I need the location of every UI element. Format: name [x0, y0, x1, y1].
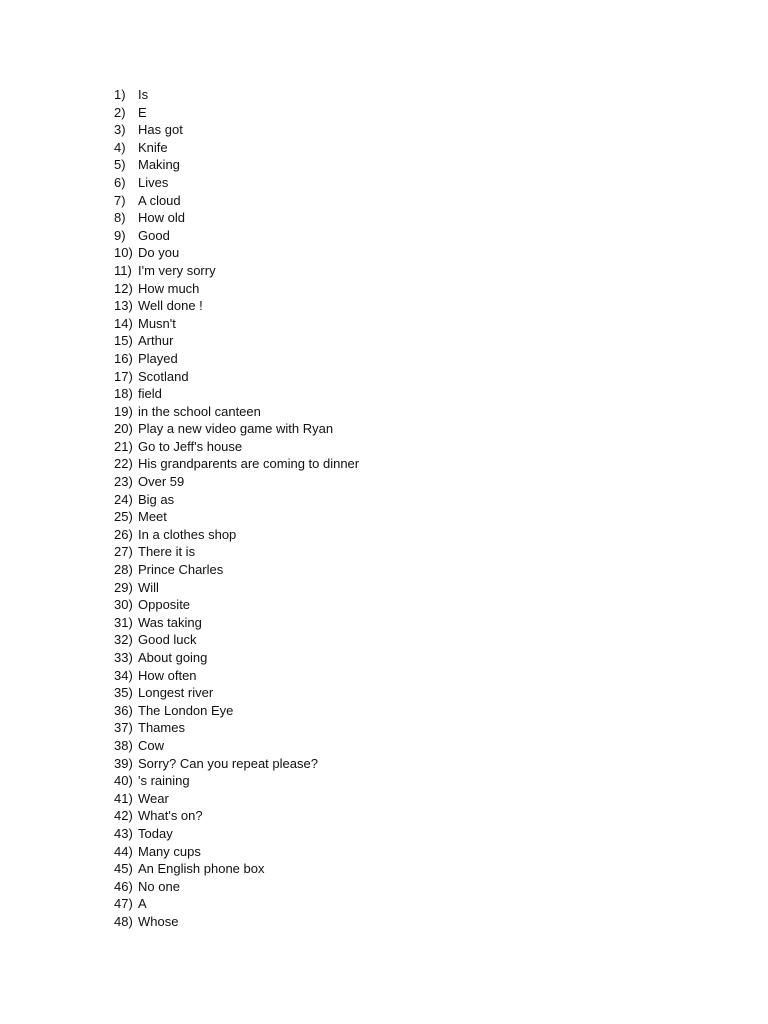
item-number: 2)	[114, 104, 126, 120]
item-number: 14)	[114, 315, 133, 331]
list-item	[114, 262, 359, 280]
item-answer: Opposite	[138, 597, 191, 613]
list-item	[114, 719, 359, 737]
item-answer: In a clothes shop	[138, 526, 237, 542]
list-item	[114, 614, 359, 632]
list-item	[114, 702, 359, 720]
item-answer: How much	[138, 280, 200, 296]
list-item	[114, 86, 359, 104]
item-answer: Was taking	[138, 614, 202, 630]
list-item	[114, 579, 359, 597]
list-item	[114, 315, 359, 333]
item-number: 28)	[114, 562, 133, 578]
item-number: 22)	[114, 456, 133, 472]
item-number: 23)	[114, 474, 133, 490]
item-answer: A cloud	[138, 192, 181, 208]
item-answer: Wear	[138, 790, 169, 806]
list-item	[114, 913, 359, 931]
item-answer: E	[138, 104, 147, 120]
item-answer: There it is	[138, 544, 196, 560]
item-answer: Big as	[138, 491, 175, 507]
item-answer: Lives	[138, 174, 169, 190]
list-item	[114, 438, 359, 456]
item-answer: What's on?	[138, 808, 203, 824]
item-number: 11)	[114, 262, 132, 278]
list-item	[114, 631, 359, 649]
item-answer: Go to Jeff's house	[138, 438, 243, 454]
item-number: 4)	[114, 139, 126, 155]
item-number: 7)	[114, 192, 126, 208]
list-item	[114, 755, 359, 773]
item-number: 39)	[114, 755, 133, 771]
item-answer: Meet	[138, 509, 167, 525]
list-item	[114, 244, 359, 262]
list-item	[114, 192, 359, 210]
list-item	[114, 684, 359, 702]
item-answer: Musn't	[138, 315, 176, 331]
item-number: 3)	[114, 122, 126, 138]
item-answer: His grandparents are coming to dinner	[138, 456, 360, 472]
item-number: 9)	[114, 227, 126, 243]
list-item	[114, 455, 359, 473]
list-item	[114, 825, 359, 843]
item-number: 21)	[114, 438, 133, 454]
list-item	[114, 843, 359, 861]
item-number: 10)	[114, 245, 133, 261]
list-item	[114, 543, 359, 561]
item-answer: About going	[138, 650, 208, 665]
item-answer: Played	[138, 350, 178, 366]
list-item	[114, 737, 359, 755]
list-item	[114, 104, 359, 122]
item-number: 48)	[114, 913, 133, 929]
item-answer: An English phone box	[138, 861, 265, 877]
item-number: 31)	[114, 614, 133, 630]
list-item	[114, 772, 359, 790]
answer-list	[114, 86, 359, 931]
item-number: 47)	[114, 896, 133, 912]
list-item	[114, 807, 359, 825]
item-answer: Scotland	[138, 368, 189, 384]
item-number: 36)	[114, 702, 133, 718]
item-number: 33)	[114, 650, 133, 665]
list-item	[114, 385, 359, 403]
item-answer: Arthur	[138, 333, 174, 349]
list-item	[114, 790, 359, 808]
item-number: 20)	[114, 421, 133, 437]
item-answer: Sorry? Can you repeat please?	[138, 755, 318, 771]
item-number: 37)	[114, 720, 133, 736]
item-answer: Knife	[138, 139, 168, 155]
item-number: 16)	[114, 350, 133, 366]
item-number: 5)	[114, 157, 126, 173]
item-number: 40)	[114, 773, 133, 789]
item-answer: Making	[138, 157, 180, 173]
item-answer: Over 59	[138, 474, 185, 490]
list-item	[114, 596, 359, 614]
item-answer: Has got	[138, 122, 183, 138]
item-number: 46)	[114, 878, 133, 894]
list-item	[114, 121, 359, 139]
item-number: 26)	[114, 526, 133, 542]
item-answer: Well done !	[138, 298, 203, 314]
item-answer: How often	[138, 667, 197, 683]
list-item	[114, 139, 359, 157]
item-number: 32)	[114, 632, 133, 648]
list-item	[114, 350, 359, 368]
item-number: 13)	[114, 298, 133, 314]
item-number: 45)	[114, 861, 133, 877]
list-item	[114, 227, 359, 245]
item-number: 29)	[114, 579, 133, 595]
list-item	[114, 209, 359, 227]
item-answer: in the school canteen	[138, 403, 261, 419]
list-item	[114, 156, 359, 174]
item-answer: Prince Charles	[138, 562, 224, 578]
item-number: 30)	[114, 597, 133, 613]
item-number: 6)	[114, 174, 126, 190]
item-answer: Is	[138, 87, 149, 102]
item-answer: Many cups	[138, 843, 201, 859]
item-number: 24)	[114, 491, 133, 507]
item-answer: Whose	[138, 913, 179, 929]
list-item	[114, 860, 359, 878]
item-number: 44)	[114, 843, 133, 859]
item-answer: Do you	[138, 245, 180, 261]
item-number: 19)	[114, 403, 133, 419]
item-answer: Play a new video game with Ryan	[138, 421, 334, 437]
list-item	[114, 174, 359, 192]
list-item	[114, 280, 359, 298]
item-answer: Today	[138, 825, 173, 841]
item-number: 38)	[114, 737, 133, 753]
item-number: 42)	[114, 808, 133, 824]
item-answer: How old	[138, 210, 185, 226]
item-number: 34)	[114, 667, 133, 683]
item-number: 25)	[114, 509, 133, 525]
item-answer: field	[138, 386, 162, 402]
list-item	[114, 561, 359, 579]
item-number: 27)	[114, 544, 133, 560]
list-item	[114, 526, 359, 544]
item-answer: No one	[138, 878, 180, 894]
item-number: 43)	[114, 825, 133, 841]
list-item	[114, 491, 359, 509]
item-number: 15)	[114, 333, 133, 349]
item-answer: Will	[138, 579, 159, 595]
item-answer: Longest river	[138, 685, 214, 701]
list-item	[114, 297, 359, 315]
item-number: 35)	[114, 685, 133, 701]
item-answer: Thames	[138, 720, 185, 736]
item-answer: Good luck	[138, 632, 197, 648]
item-answer: Cow	[138, 737, 165, 753]
list-item	[114, 403, 359, 421]
list-item	[114, 508, 359, 526]
item-number: 12)	[114, 280, 133, 296]
item-answer: Good	[138, 227, 170, 243]
item-number: 1)	[114, 87, 126, 102]
list-item	[114, 368, 359, 386]
list-item	[114, 473, 359, 491]
item-answer: 's raining	[138, 773, 190, 789]
list-item	[114, 895, 359, 913]
item-answer: I'm very sorry	[138, 262, 216, 278]
list-item	[114, 649, 359, 667]
list-item	[114, 878, 359, 896]
item-number: 8)	[114, 210, 126, 226]
item-number: 17)	[114, 368, 133, 384]
list-item	[114, 667, 359, 685]
item-answer: A	[138, 896, 147, 912]
item-number: 18)	[114, 386, 133, 402]
item-answer: The London Eye	[138, 702, 234, 718]
list-item	[114, 332, 359, 350]
item-number: 41)	[114, 790, 133, 806]
list-item	[114, 420, 359, 438]
